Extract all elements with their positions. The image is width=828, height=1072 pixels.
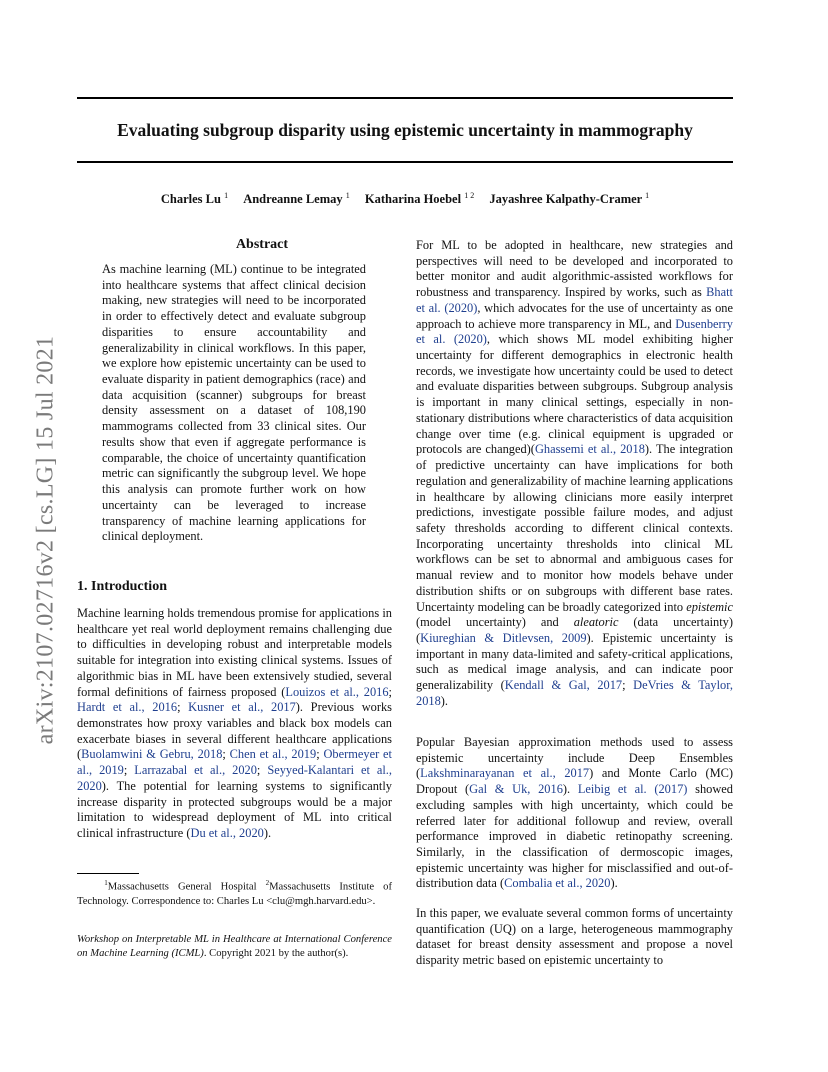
footnote-text: Massachusetts Institute of Technology. Correspondence to: Charles Lu <clu@mgh.harvard.edu>.	[77, 881, 392, 907]
citation-link[interactable]: DeVries & Taylor, 2018	[416, 678, 733, 708]
intro-paragraph	[77, 606, 392, 842]
text-run: ;	[177, 700, 189, 715]
affiliation-marker: 1	[345, 191, 350, 200]
text-run: ).	[263, 826, 272, 841]
paragraph: In this paper, we evaluate several common forms of uncertainty quantification (UQ) on a large, heterogeneous mammography dataset for breast density assessment and propose a novel disparity metric based on epistemic uncertainty to	[416, 906, 733, 968]
introduction-heading: 1. Introduction	[77, 579, 167, 594]
author-2	[243, 192, 350, 206]
right-column-paragraph-1	[416, 238, 733, 710]
author-4	[489, 192, 649, 206]
citation-link[interactable]: Ghassemi et al., 2018	[534, 442, 645, 457]
text-run: ). Previous works demonstrates how proxy variables and black box models can exacerbate biases in several different healthcare applications (	[77, 700, 392, 762]
text-run: ) and Monte Carlo (MC) Dropout (	[416, 766, 733, 797]
text-run: Popular Bayesian approximation methods used to assess epistemic uncertainty include Deep Ensembles (	[416, 735, 733, 781]
text-run: ;	[222, 747, 230, 762]
emphasis: aleatoric	[573, 615, 619, 630]
citation-link[interactable]: Seyyed-Kalantari et al., 2020	[77, 763, 392, 793]
citation-link[interactable]: Gal & Uk, 2016	[469, 782, 563, 797]
paper-title: Evaluating subgroup disparity using epistemic uncertainty in mammography	[117, 120, 693, 140]
text-run: ;	[256, 763, 268, 778]
citation-link[interactable]: Kendall & Gal, 2017	[504, 678, 623, 693]
author-1	[161, 192, 228, 206]
text-run: ).	[562, 782, 578, 797]
citation-link[interactable]: Du et al., 2020	[190, 826, 264, 841]
author-name: Jayashree Kalpathy-Cramer	[489, 192, 642, 207]
right-column-paragraph-2	[416, 735, 733, 892]
citation-link[interactable]: Kiureghian & Ditlevsen, 2009	[420, 630, 587, 645]
arxiv-watermark: arXiv:2107.02716v2 [cs.LG] 15 Jul 2021	[32, 335, 59, 745]
venue-text: Workshop on Interpretable ML in Healthcare at International Conference on Machine Learning (ICML)	[77, 934, 392, 959]
text-run: ). The potential for learning systems to significantly increase disparity in protected subgroups would be a major limitation to widespread deployment of ML into critical clinical infrastructure (	[77, 778, 392, 841]
abstract-heading: Abstract	[235, 237, 289, 252]
affiliation-footnote	[77, 876, 392, 909]
citation-link[interactable]: Bhatt et al. (2020)	[416, 285, 733, 315]
text-run: , which shows ML model exhibiting higher uncertainty for different demographics in electronic health records, we investigate how uncertainty could be used to detect and evaluate disparities between subgroups. Subgroup analysis is important in many clinical settings, especially in non-stationary distributions where characteristics of data acquisition change over time (e.g. clinical equipment is upgraded or protocols are changed)(	[416, 332, 733, 457]
text-run: ). The integration of predictive uncertainty can have implications for both regulation and generalizability of machine learning applications in healthcare by allowing clinicians more easily interpret predictions, investigate possible failure modes, and adjust safety thresholds according to different clinical contexts. Incorporating uncertainty thresholds into clinical ML workflows can be set to abnormal and ambiguous cases for manual review and to monitor how models behave under distribution shifts or on subgroups with different base rates. Uncertainty modeling can be broadly categorized into	[416, 442, 734, 614]
citation-link[interactable]: Lakshminarayanan et al., 2017	[420, 766, 590, 781]
venue-footnote	[77, 933, 392, 961]
citation-link[interactable]: Kusner et al., 2017	[188, 700, 296, 715]
footnote-marker: 1	[104, 879, 108, 887]
citation-link[interactable]: Hardt et al., 2016	[77, 700, 178, 715]
footnote-rule	[77, 873, 139, 874]
text-run: For ML to be adopted in healthcare, new strategies and perspectives will need to be developed and incorporated to better monitor and audit algorithmic-assisted workflows for robustness and transparency. Inspired by works, such as	[416, 238, 733, 300]
author-name: Andreanne Lemay	[243, 192, 343, 207]
author-name: Charles Lu	[160, 192, 221, 207]
footnote-text: Massachusetts General Hospital	[107, 881, 266, 893]
paragraph	[416, 238, 733, 710]
text-run: (data uncertainty)(	[416, 615, 733, 645]
citation-link[interactable]: Dusenberry et al. (2020)	[416, 316, 733, 347]
citation-link[interactable]: Chen et al., 2019	[229, 747, 317, 762]
citation-link[interactable]: Larrazabal et al., 2020	[134, 763, 257, 778]
author-name: Katharina Hoebel	[364, 192, 462, 207]
text-run: ;	[622, 678, 634, 693]
top-rule	[77, 97, 733, 99]
text-run: (model uncertainty) and	[416, 615, 574, 630]
introduction-body	[77, 606, 392, 842]
text-run: ;	[123, 763, 135, 778]
text-run: ). Epistemic uncertainty is important in many data-limited and safety-critical applications, such as medical image analysis, and can indicate poor generalizability (	[416, 630, 733, 693]
right-column-paragraph-3	[416, 906, 733, 969]
citation-link[interactable]: Buolamwini & Gebru, 2018	[81, 747, 223, 762]
text-run: ;	[388, 684, 392, 699]
affiliation-marker: 1 2	[464, 191, 475, 200]
text-run: , which advocates for the use of uncertainty as one approach to achieve more transparency in ML, and	[416, 300, 733, 331]
text-run: ).	[440, 693, 449, 708]
citation-link[interactable]: Obermeyer et al., 2019	[77, 747, 392, 778]
affiliation-marker: 1	[224, 191, 229, 200]
copyright-text: . Copyright 2021 by the author(s).	[203, 948, 349, 959]
abstract-text: As machine learning (ML) continue to be integrated into healthcare systems that affect clinical decision making, new strategies will need to be incorporated in order to effectively detect and evaluate subgroup disparities to ensure accountability and generalizability in clinical workflows. In this paper, we explore how epistemic uncertainty can be used to evaluate disparity in patient demographics (race) and data acquisition (scanner) subgroups for breast density assessment on a dataset of 108,190 mammograms collected from 33 clinical sites. Our results show that even if aggregate performance is comparable, the choice of uncertainty quantification metric can significantly the subgroup level. We hope this analysis can promote further work on how uncertainty can be leveraged to increase transparency of machine learning applications for clinical deployment.	[102, 262, 366, 544]
affiliation-marker: 1	[645, 191, 650, 200]
citation-link[interactable]: Leibig et al. (2017)	[577, 782, 688, 797]
paragraph	[416, 735, 733, 892]
author-list	[60, 191, 750, 207]
text-run: ;	[316, 747, 324, 762]
footnote-marker: 2	[265, 879, 270, 887]
text-run: Machine learning holds tremendous promise for applications in healthcare yet real world deployment remains challenging due to difficulties in developing robust and interpretable models suitable for integration into existing clinical systems. Issues of algorithmic bias in ML have been extensively studied, several formal definitions of fairness proposed (	[77, 606, 392, 699]
abstract-body	[102, 262, 366, 545]
emphasis: epistemic	[686, 599, 733, 614]
author-3	[365, 192, 474, 206]
title-bottom-rule	[77, 161, 733, 163]
citation-link[interactable]: Combalia et al., 2020	[504, 876, 611, 891]
text-run: ).	[610, 876, 618, 891]
citation-link[interactable]: Louizos et al., 2016	[285, 684, 389, 699]
text-run: showed excluding samples with high uncertainty, which could be referred later for additional followup and review, overall performance improved in diabetic retinopathy screening. Similarly, in the classification of dermoscopic images, epistemic uncertainty was higher for misclassified and out-of-distribution data (	[416, 782, 733, 891]
